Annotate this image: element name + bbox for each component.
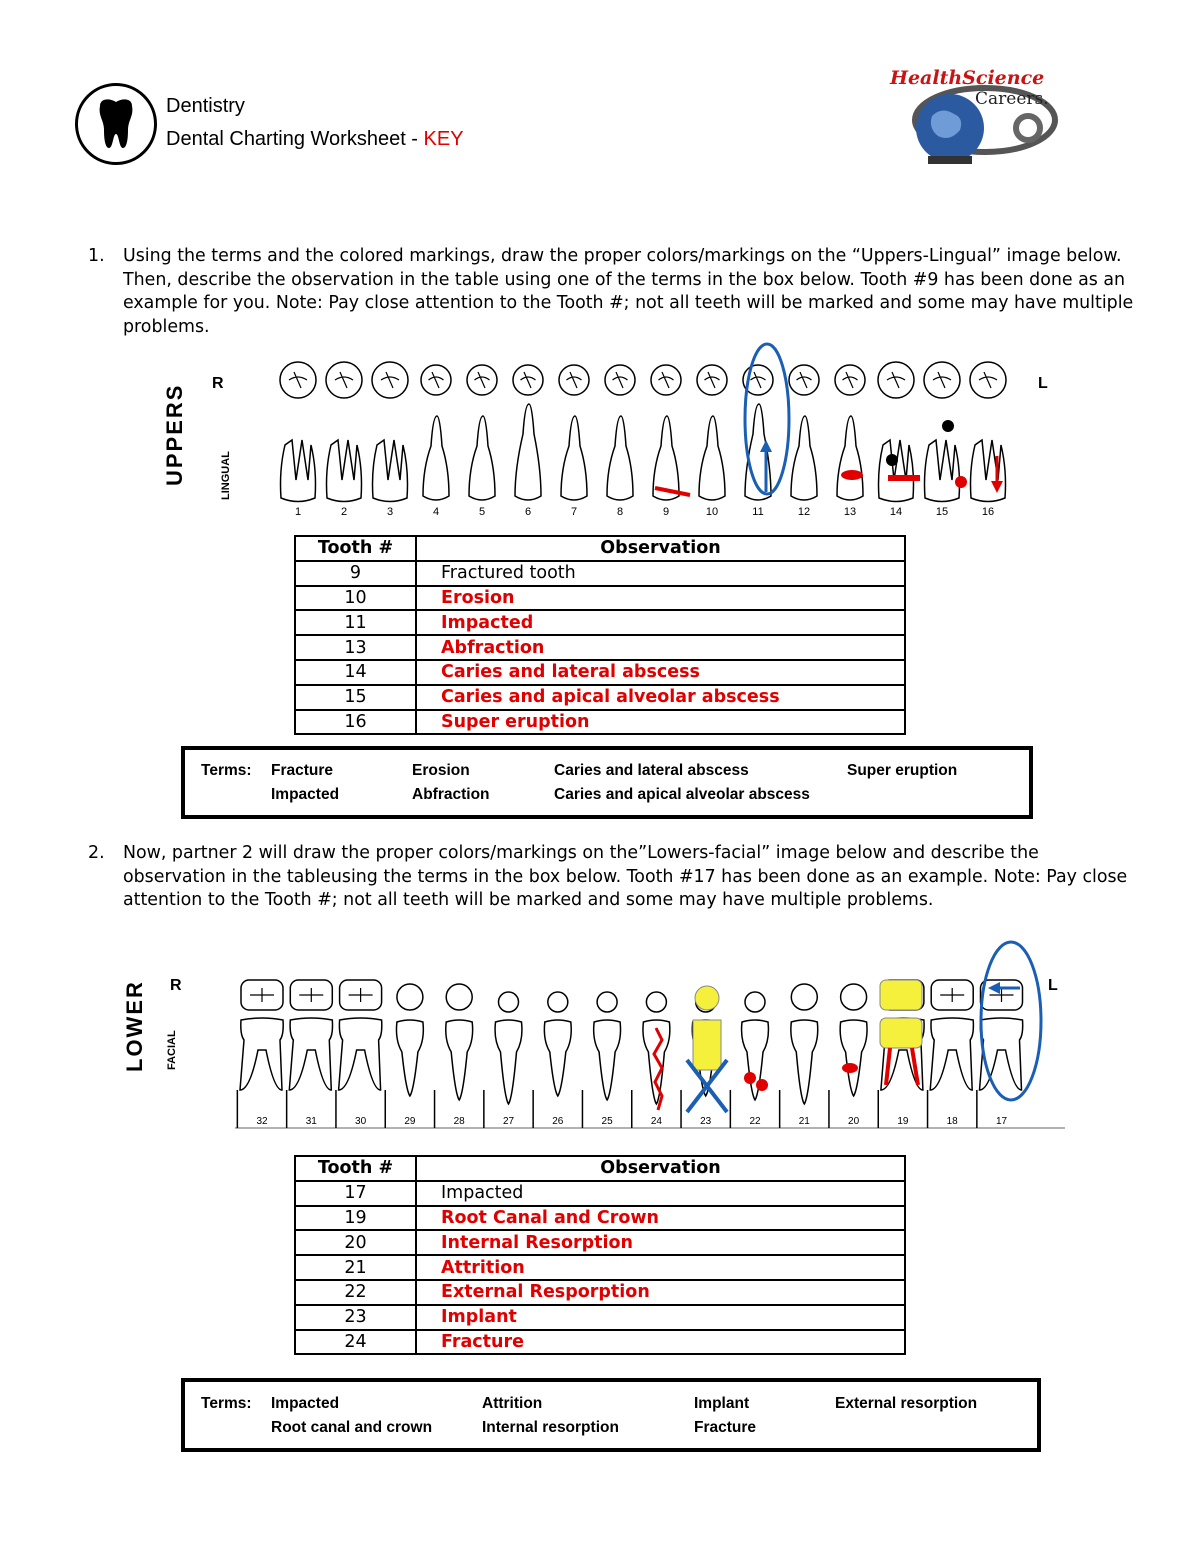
observation-cell: Internal Resorption <box>416 1230 905 1255</box>
lower-tooth <box>582 992 620 1128</box>
key-label: KEY <box>423 128 464 150</box>
observation-cell: Caries and apical alveolar abscess <box>416 685 905 710</box>
tooth-number-label: 13 <box>843 506 857 518</box>
table-row <box>295 660 905 685</box>
upper-tooth <box>605 365 635 518</box>
table-row <box>295 1280 905 1305</box>
observation-cell: External Resporption <box>416 1280 905 1305</box>
observation-cell: Attrition <box>416 1255 905 1280</box>
term-item: Abfraction <box>412 786 490 803</box>
upper-tooth <box>924 362 960 518</box>
tooth-number-label: 27 <box>502 1116 515 1127</box>
tooth-number-label: 26 <box>552 1116 564 1127</box>
tooth-number-cell: 23 <box>295 1305 416 1330</box>
tooth-number-label: 25 <box>601 1116 613 1127</box>
tooth-number-label: 4 <box>432 506 440 518</box>
question-1 <box>88 245 1138 339</box>
tooth-number-label: 21 <box>798 1116 810 1127</box>
upper-tooth <box>326 362 362 518</box>
question-2-number: 2. <box>88 843 105 863</box>
lower-tooth <box>287 980 333 1128</box>
lower-tooth <box>780 984 818 1128</box>
lower-label-box <box>118 972 150 1077</box>
tooth-logo <box>75 83 157 165</box>
uppers-lingual-chart <box>200 340 1060 530</box>
uppers-label: UPPERS <box>162 383 187 486</box>
upper-tooth <box>372 362 408 518</box>
implant-crown-23 <box>695 986 719 1010</box>
tooth-number-label: 31 <box>305 1116 317 1127</box>
tooth-number-label: 3 <box>386 506 394 518</box>
fracture-marking-9 <box>655 488 690 495</box>
upper-tooth <box>697 365 727 518</box>
observation-cell: Caries and lateral abscess <box>416 660 905 685</box>
tooth-number-label: 23 <box>700 1116 712 1127</box>
external-resorption-22 <box>744 1072 756 1084</box>
observation-cell: Fracture <box>416 1330 905 1355</box>
upper-tooth <box>513 365 543 518</box>
caries-marking-15 <box>955 476 967 488</box>
tooth-number-cell: 16 <box>295 710 416 735</box>
tooth-number-label: 10 <box>705 506 719 518</box>
logo-text-2: Careers. <box>975 89 1049 109</box>
tooth-number-label: 8 <box>616 506 624 518</box>
upper-tooth <box>878 362 914 518</box>
lower-left-label: L <box>1048 977 1058 994</box>
lower-tooth <box>829 984 867 1128</box>
term-item: Implant <box>694 1395 750 1412</box>
term-item: Impacted <box>271 1395 340 1412</box>
tooth-number-cell: 21 <box>295 1255 416 1280</box>
tooth-number-label: 1 <box>294 506 302 518</box>
tooth-number-cell: 17 <box>295 1181 416 1206</box>
lower-tooth <box>730 992 768 1128</box>
tooth-number-cell: 19 <box>295 1206 416 1231</box>
terms-box-1 <box>181 746 1033 819</box>
tooth-number-cell: 20 <box>295 1230 416 1255</box>
uppers-right-label: R <box>212 375 224 392</box>
table-row <box>295 710 905 735</box>
table-row <box>295 1255 905 1280</box>
logo-text-1: HealthScience <box>890 67 1045 89</box>
tooth-number-label: 2 <box>340 506 348 518</box>
tooth-number-label: 5 <box>478 506 486 518</box>
lower-tooth <box>632 992 670 1128</box>
tooth-number-label: 32 <box>256 1116 268 1127</box>
table-row <box>295 635 905 660</box>
worksheet-title: Dental Charting Worksheet - KEY <box>166 128 464 150</box>
stethoscope-icon <box>1016 116 1040 140</box>
root-canal-19 <box>886 1048 890 1085</box>
observation-cell: Implant <box>416 1305 905 1330</box>
table-row <box>295 1181 905 1206</box>
upper-tooth <box>467 365 497 518</box>
tooth-number-label: 15 <box>935 506 949 518</box>
tooth-number-label: 20 <box>848 1116 860 1127</box>
tooth-number-label: 12 <box>797 506 811 518</box>
upper-tooth <box>789 365 819 518</box>
upper-tooth <box>970 362 1006 518</box>
tooth-number-label: 29 <box>404 1116 416 1127</box>
lower-tooth <box>237 980 283 1128</box>
table-row <box>295 685 905 710</box>
uppers-left-label: L <box>1038 375 1048 392</box>
table-row <box>295 1330 905 1355</box>
term-item: Internal resorption <box>482 1419 619 1436</box>
tooth-number-label: 6 <box>524 506 532 518</box>
lower-tooth <box>533 992 571 1128</box>
lingual-label: LINGUAL <box>220 451 232 500</box>
tooth-number-label: 11 <box>752 506 764 518</box>
observation-table-2 <box>294 1155 906 1355</box>
tooth-number-label: 30 <box>355 1116 367 1127</box>
observation-cell: Super eruption <box>416 710 905 735</box>
tooth-number-label: 28 <box>453 1116 465 1127</box>
tooth-number-label: 24 <box>650 1116 662 1127</box>
tooth-number-label: 16 <box>981 506 995 518</box>
term-item: External resorption <box>835 1395 978 1412</box>
observation-cell: Abfraction <box>416 635 905 660</box>
term-item: Super eruption <box>847 762 958 779</box>
observation-column-header: Observation <box>416 1156 905 1181</box>
tooth-number-cell: 14 <box>295 660 416 685</box>
question-1-text: Using the terms and the colored markings, draw the proper colors/markings on the “Uppers-Lingual” image below. Then, describe the observation in the table using one of the terms in the box below. Tooth #9 has been done as an example for you. Note: Pay close attention to the Tooth #; not all teeth will be marked and some may have multiple problems. <box>123 246 1134 337</box>
observation-cell: Erosion <box>416 586 905 611</box>
lateral-abscess-14 <box>886 454 898 466</box>
internal-resorption-20 <box>842 1063 858 1073</box>
question-2 <box>88 842 1138 913</box>
tooth-column-header: Tooth # <box>295 1156 416 1181</box>
table-row <box>295 1230 905 1255</box>
tooth-number-label: 17 <box>995 1116 1008 1127</box>
lower-tooth <box>484 992 522 1128</box>
impacted-circle-17 <box>981 942 1041 1100</box>
lower-label: LOWER <box>122 980 147 1072</box>
term-item: Caries and lateral abscess <box>554 762 749 779</box>
tooth-number-cell: 22 <box>295 1280 416 1305</box>
tooth-number-cell: 9 <box>295 561 416 586</box>
facial-label: FACIAL <box>166 1030 178 1070</box>
apical-abscess-15 <box>942 420 954 432</box>
observation-table-1 <box>294 535 906 735</box>
terms-label: Terms: <box>201 1395 252 1412</box>
observation-cell: Root Canal and Crown <box>416 1206 905 1231</box>
lower-tooth <box>435 984 473 1128</box>
lower-tooth <box>928 980 974 1128</box>
question-2-text: Now, partner 2 will draw the proper colors/markings on the”Lowers-facial” image below and describe the observation in the tableusing the terms in the box below. Tooth #17 has been done as an example. Note: Pay close attention to the Tooth #; not all teeth will be marked and some may have multiple problems. <box>123 843 1128 910</box>
term-item: Erosion <box>412 762 470 779</box>
term-item: Fracture <box>271 762 334 779</box>
crown-19-occlusal <box>880 980 922 1010</box>
tooth-icon <box>78 86 154 162</box>
terms-box-2 <box>181 1378 1041 1452</box>
upper-tooth <box>280 362 316 518</box>
tooth-number-cell: 15 <box>295 685 416 710</box>
crown-19 <box>880 1018 922 1048</box>
table-row <box>295 586 905 611</box>
tooth-number-cell: 10 <box>295 586 416 611</box>
tooth-number-label: 9 <box>662 506 670 518</box>
tooth-number-cell: 24 <box>295 1330 416 1355</box>
subject-title: Dentistry <box>166 95 245 117</box>
term-item: Root canal and crown <box>271 1419 433 1436</box>
abfraction-marking-13 <box>841 470 863 480</box>
lowers-facial-chart <box>160 940 1080 1140</box>
upper-tooth <box>651 365 681 518</box>
upper-tooth <box>421 365 451 518</box>
term-item: Impacted <box>271 786 340 803</box>
tooth-number-label: 22 <box>749 1116 761 1127</box>
upper-tooth <box>835 365 865 518</box>
tooth-number-label: 14 <box>889 506 903 518</box>
upper-tooth <box>559 365 589 518</box>
lower-right-label: R <box>170 977 182 994</box>
tooth-number-label: 19 <box>897 1116 909 1127</box>
observation-cell: Impacted <box>416 1181 905 1206</box>
tooth-number-cell: 11 <box>295 610 416 635</box>
observation-cell: Fractured tooth <box>416 561 905 586</box>
terms-label: Terms: <box>201 762 252 779</box>
table-row <box>295 1206 905 1231</box>
table-row <box>295 610 905 635</box>
tooth-column-header: Tooth # <box>295 536 416 561</box>
tooth-number-label: 18 <box>946 1116 958 1127</box>
question-1-number: 1. <box>88 246 105 266</box>
tooth-number-cell: 13 <box>295 635 416 660</box>
lower-tooth <box>385 984 423 1128</box>
term-item: Attrition <box>482 1395 543 1412</box>
uppers-label-box <box>158 380 188 490</box>
observation-cell: Impacted <box>416 610 905 635</box>
table-row <box>295 561 905 586</box>
health-science-careers-logo <box>880 58 1080 178</box>
tooth-number-label: 7 <box>570 506 578 518</box>
lower-tooth <box>336 980 382 1128</box>
implant-post-23 <box>693 1020 721 1070</box>
term-item: Fracture <box>694 1419 757 1436</box>
term-item: Caries and apical alveolar abscess <box>554 786 810 803</box>
caries-marking-14 <box>888 475 920 481</box>
table-row <box>295 1305 905 1330</box>
observation-column-header: Observation <box>416 536 905 561</box>
